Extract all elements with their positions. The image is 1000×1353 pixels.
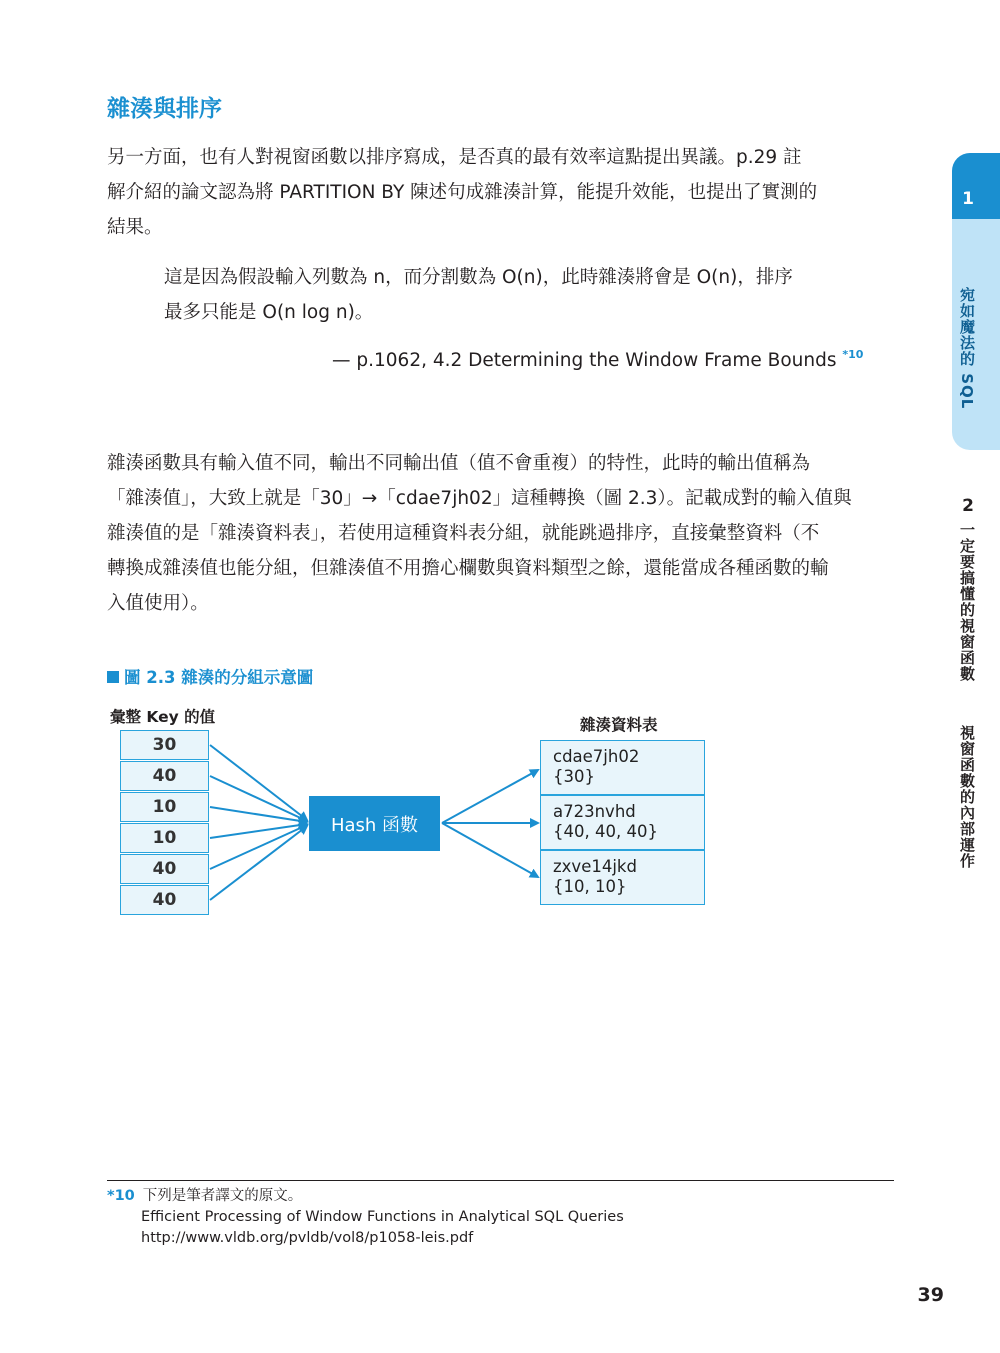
arrow-hash-to-table	[442, 823, 538, 877]
footnote-divider	[107, 1180, 894, 1181]
footnote-line: 下列是筆者譯文的原文。	[142, 1188, 303, 1204]
chapter-number: 1	[962, 189, 974, 209]
hash-value: a723nvhd	[553, 802, 636, 821]
footnote	[107, 1186, 624, 1249]
page-number: 39	[917, 1284, 944, 1306]
chapter-title: 宛如魔法的 SQL	[958, 287, 976, 410]
quote-line: 這是因為假設輸入列數為 n，而分割數為 O(n)，此時雜湊將會是 O(n)，排序	[164, 267, 793, 288]
footnote-line: Efficient Processing of Window Functions in Analytical SQL Queries	[141, 1209, 624, 1225]
hash-table-label: 雜湊資料表	[580, 716, 658, 734]
chapter-title[interactable]: 一定要搞懂的視窗函數	[958, 522, 976, 682]
chapter-number[interactable]: 2	[962, 496, 974, 516]
quote-line: 最多只能是 O(n log n)。	[164, 302, 374, 323]
hash-table-row	[540, 795, 705, 850]
hash-table-row	[540, 850, 705, 905]
chapter-tab-number-bg	[952, 153, 1000, 219]
keys-label: 彙整 Key 的值	[110, 708, 216, 726]
quote-source-text: — p.1062, 4.2 Determining the Window Frame Bounds	[332, 350, 837, 371]
figure-caption-text: 圖 2.3 雜湊的分組示意圖	[124, 668, 314, 687]
paragraph-line: 轉換成雜湊值也能分組，但雜湊值不用擔心欄數與資料類型之餘，還能當成各種函數的輸	[107, 558, 829, 579]
grouped-values: {10, 10}	[553, 877, 627, 896]
key-cell: 40	[120, 885, 209, 915]
paragraph-line: 入值使用）。	[107, 593, 209, 614]
key-cell: 40	[120, 854, 209, 884]
paragraph-line: 雜湊值的是「雜湊資料表」，若使用這種資料表分組，就能跳過排序，直接彙整資料（不	[107, 523, 820, 544]
hash-value: zxve14jkd	[553, 857, 637, 876]
hash-table-row	[540, 740, 705, 795]
grouped-values: {30}	[553, 767, 595, 786]
paragraph-line: 結果。	[107, 217, 163, 238]
key-cell: 40	[120, 761, 209, 791]
section-title-vertical: 視窗函數的內部運作	[958, 725, 976, 869]
key-cell: 10	[120, 792, 209, 822]
footnote-url[interactable]: http://www.vldb.org/pvldb/vol8/p1058-leis.pdf	[141, 1230, 474, 1246]
hash-function-box: Hash 函數	[309, 796, 440, 851]
key-cell: 10	[120, 823, 209, 853]
hash-value: cdae7jh02	[553, 747, 640, 766]
paragraph-line: 另一方面，也有人對視窗函數以排序寫成，是否真的最有效率這點提出異議。p.29 註	[107, 147, 802, 168]
paragraph-line: 雜湊函數具有輸入值不同，輸出不同輸出值（值不會重複）的特性，此時的輸出值稱為	[107, 453, 811, 474]
key-cell: 30	[120, 730, 209, 760]
paragraph-line: 「雜湊值」，大致上就是「30」→「cdae7jh02」這種轉換（圖 2.3）。記載成對的輸入值與	[107, 488, 852, 509]
section-title: 雜湊與排序	[107, 96, 222, 122]
grouped-values: {40, 40, 40}	[553, 822, 658, 841]
footnote-ref[interactable]: *10	[842, 348, 864, 361]
arrow-hash-to-table	[442, 770, 538, 823]
paragraph-line: 解介紹的論文認為將 PARTITION BY 陳述句成雜湊計算，能提升效能，也提出了實測的	[107, 182, 818, 203]
footnote-mark: *10	[107, 1188, 135, 1204]
